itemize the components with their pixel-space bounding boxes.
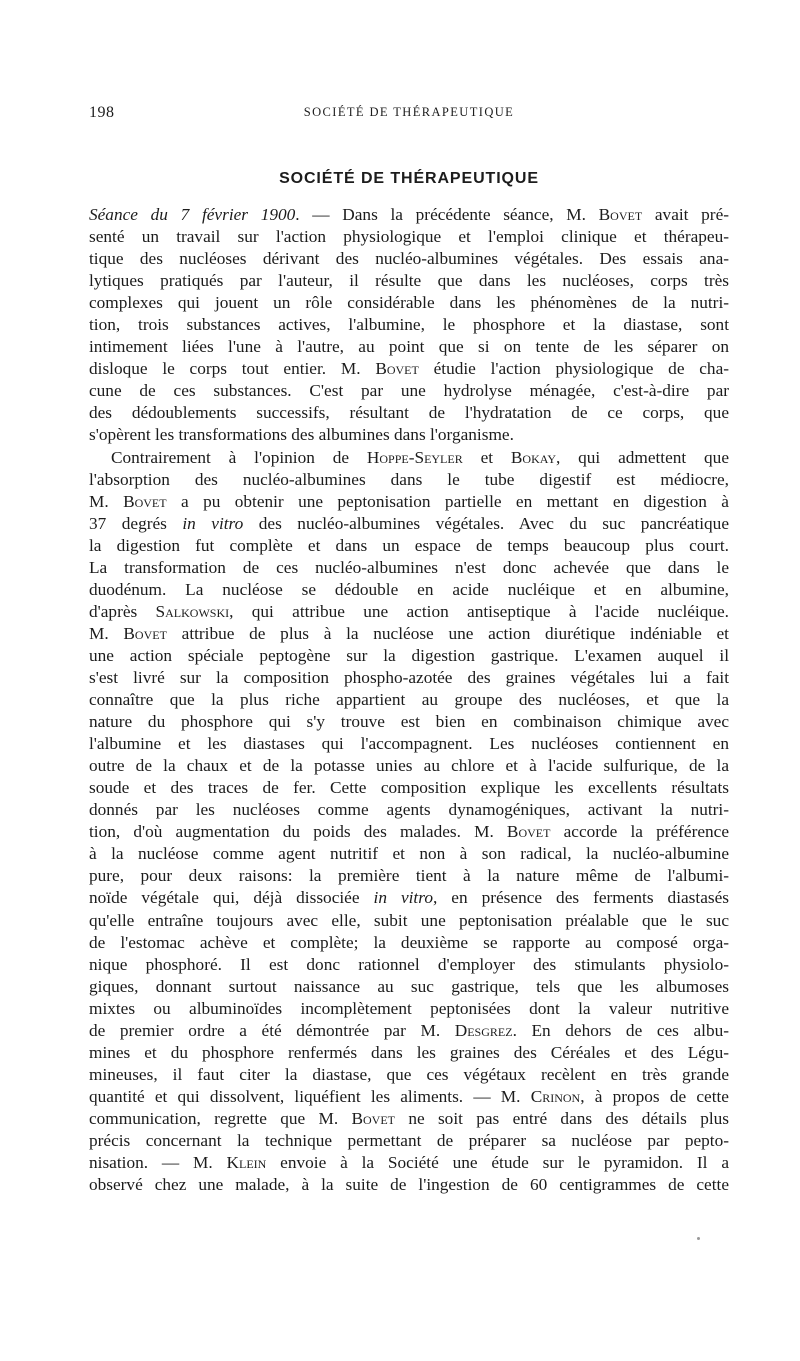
text-run: à la nucléose comme agent nutritif et non à son radical, la nucléo-albumine (89, 844, 729, 864)
text-run: duodénum. La nucléose se dédouble en acide nucléique et en albumine, (89, 579, 729, 599)
text-line (89, 755, 729, 777)
text-run: Contrairement à l'opinion de (111, 447, 367, 467)
text-run: s'est livré sur la composition phospho-azotée des graines végétales lui a fait (89, 667, 729, 687)
text-run: , qui admettent que (555, 447, 729, 467)
text-line (89, 204, 729, 226)
text-run: la digestion fut complète et dans un espace de temps beaucoup plus court. (89, 535, 729, 555)
text-run: cune de ces substances. C'est par une hydrolyse ménagée, c'est-à-dire par (89, 381, 729, 401)
text-line (89, 447, 729, 469)
author-name: Bovet (598, 205, 643, 224)
text-line (89, 424, 729, 446)
text-run: noïde végétale qui, déjà dissociée (89, 888, 374, 908)
text-line (89, 821, 729, 843)
author-name: Bokay (510, 447, 556, 467)
text-run: des nucléo-albumines végétales. Avec du suc pancréatique (243, 513, 729, 533)
text-run: ne soit pas entré dans des détails plus (395, 1108, 729, 1128)
text-run: mines et du phosphore renfermés dans les graines des Céréales et des Légu- (89, 1042, 729, 1062)
text-run: de l'estomac achève et complète; la deuxième se rapporte au composé orga- (89, 932, 729, 952)
text-run: accorde la préférence (550, 822, 729, 842)
italic-text: in vitro (373, 888, 433, 908)
text-run: , à propos de cette (580, 1086, 729, 1106)
text-line (89, 865, 729, 887)
text-run: , qui attribue une action antiseptique à l'acide nucléique. (229, 601, 729, 621)
text-line (89, 270, 729, 292)
text-run: La transformation de ces nucléo-albumines n'est donc achevée que dans le (89, 557, 729, 577)
text-line (89, 645, 729, 667)
text-run: tion, trois substances actives, l'albumine, le phosphore et la diastase, sont (89, 315, 729, 335)
text-line (89, 887, 729, 909)
text-run: intimement liées l'une à l'autre, au point que si on tente de les séparer on (89, 337, 729, 357)
text-run: pure, pour deux raisons: la première tient à la nature même de l'albumi- (89, 866, 729, 886)
text-run: a pu obtenir une peptonisation partielle en mettant en digestion à (166, 491, 729, 511)
text-run: étudie l'action physiologique de cha- (418, 359, 729, 379)
text-line (89, 469, 729, 491)
text-run: précis concernant la technique permettant de préparer sa nucléose par pepto- (89, 1130, 729, 1150)
running-head (89, 104, 729, 124)
text-run: complexes qui jouent un rôle considérable dans les phénomènes de la nutri- (89, 293, 729, 313)
text-run: donnés par les nucléoses comme agents dynamogéniques, activant la nutri- (89, 800, 729, 820)
text-line (89, 579, 729, 601)
author-name: Bovet (123, 491, 167, 511)
text-line (89, 1020, 729, 1042)
text-line (89, 336, 729, 358)
text-run: attribue de plus à la nucléose une action diurétique indéniable et (166, 623, 729, 643)
text-run: envoie à la Société une étude sur le pyramidon. Il a (266, 1153, 729, 1173)
text-line (89, 711, 729, 733)
running-title: SOCIÉTÉ DE THÉRAPEUTIQUE (303, 105, 515, 119)
text-line (89, 358, 729, 380)
text-run: M. (89, 491, 124, 511)
text-line (89, 402, 729, 424)
text-line (89, 314, 729, 336)
text-line (89, 667, 729, 689)
author-name: Klein (226, 1153, 267, 1173)
page-number: 198 (89, 104, 115, 121)
text-run: mineuses, il faut citer la diastase, que ces végétaux recèlent en très grande (89, 1064, 729, 1084)
text-run: avait pré- (642, 205, 729, 224)
text-run: communication, regrette que M. (89, 1108, 352, 1128)
text-run: outre de la chaux et de la potasse unies au chlore et à l'acide sulfurique, de la (89, 756, 729, 776)
text-line (89, 1108, 729, 1130)
text-run: . — Dans la précédente séance, M. (295, 205, 599, 224)
text-line (89, 910, 729, 932)
text-line (89, 733, 729, 755)
text-run: nisation. — M. (89, 1153, 227, 1173)
text-line (89, 689, 729, 711)
text-run: une action spéciale peptogène sur la digestion gastrique. L'examen auquel il (89, 645, 729, 665)
text-run: disloque le corps tout entier. M. (89, 359, 376, 379)
text-run: de premier ordre a été démontrée par M. (89, 1020, 455, 1040)
text-line (89, 292, 729, 314)
text-run: soude et des traces de fer. Cette composition explique les excellents résultats (89, 778, 729, 798)
text-line (89, 954, 729, 976)
italic-text: in vitro (182, 513, 244, 533)
text-line (89, 1152, 729, 1174)
text-run: connaître que la plus riche appartient au groupe des nucléoses, et que la (89, 690, 729, 710)
text-line (89, 1086, 729, 1108)
text-line (89, 976, 729, 998)
author-name: Bovet (351, 1108, 396, 1128)
text-run: tion, d'où augmentation du poids des malades. M. (89, 822, 507, 842)
author-name: Desgrez (454, 1020, 513, 1040)
text-line (89, 623, 729, 645)
text-run: nature du phosphore qui s'y trouve est bien en combinaison chimique avec (89, 712, 729, 732)
text-line (89, 1174, 729, 1196)
text-run: lytiques pratiqués par l'auteur, il résulte que dans les nucléoses, corps très (89, 271, 729, 291)
italic-text: Séance du 7 février 1900 (89, 205, 296, 224)
text-line (89, 1042, 729, 1064)
text-run: , en présence des ferments diastasés (432, 888, 729, 908)
section-title: SOCIÉTÉ DE THÉRAPEUTIQUE (279, 170, 539, 187)
text-line (89, 557, 729, 579)
text-run: 37 degrés (89, 513, 183, 533)
text-run: et (462, 447, 511, 467)
text-line (89, 1064, 729, 1086)
text-run: l'albumine et les diastases qui l'accompagnent. Les nucléoses contiennent en (89, 734, 729, 754)
text-run: nique phosphoré. Il est donc rationnel d'employer des stimulants physiolo- (89, 954, 729, 974)
text-run: tique des nucléoses dérivant des nucléo-albumines végétales. Des essais ana- (89, 249, 729, 269)
author-name: Bovet (123, 623, 167, 643)
text-line (89, 380, 729, 402)
text-line (89, 777, 729, 799)
text-line (89, 799, 729, 821)
body-text (89, 204, 729, 1196)
author-name: Crinon (530, 1086, 581, 1106)
text-line (89, 998, 729, 1020)
author-name: Bovet (375, 359, 419, 379)
text-line (89, 843, 729, 865)
text-run: mixtes ou albuminoïdes incomplètement peptonisées dont la valeur nutritive (89, 998, 729, 1018)
text-run: l'absorption des nucléo-albumines dans le tube digestif est médiocre, (89, 469, 729, 489)
text-run: giques, donnant surtout naissance au suc gastrique, tels que les albumoses (89, 976, 729, 996)
author-name: Salkowski (155, 601, 230, 621)
text-line (89, 1130, 729, 1152)
text-line (89, 932, 729, 954)
text-run: d'après (89, 601, 156, 621)
text-line (89, 491, 729, 513)
author-name: Hoppe-Seyler (366, 447, 463, 467)
text-run: quantité et qui dissolvent, liquéfient les aliments. — M. (89, 1086, 531, 1106)
text-run: s'opèrent les transformations des albumines dans l'organisme. (89, 425, 514, 445)
text-run: M. (89, 623, 124, 643)
text-run: . En dehors de ces albu- (512, 1020, 729, 1040)
text-line (89, 535, 729, 557)
text-line (89, 248, 729, 270)
text-run: senté un travail sur l'action physiologique et l'emploi clinique et thérapeu- (89, 227, 729, 247)
author-name: Bovet (506, 822, 551, 842)
text-run: observé chez une malade, à la suite de l'ingestion de 60 centigrammes de cette (89, 1175, 729, 1195)
text-run: qu'elle entraîne toujours avec elle, subit une peptonisation préalable que le suc (89, 910, 729, 930)
text-line (89, 513, 729, 535)
print-speck (697, 1237, 700, 1240)
text-run: des dédoublements successifs, résultant de l'hydratation de ce corps, que (89, 403, 729, 423)
text-line (89, 601, 729, 623)
text-line (89, 226, 729, 248)
